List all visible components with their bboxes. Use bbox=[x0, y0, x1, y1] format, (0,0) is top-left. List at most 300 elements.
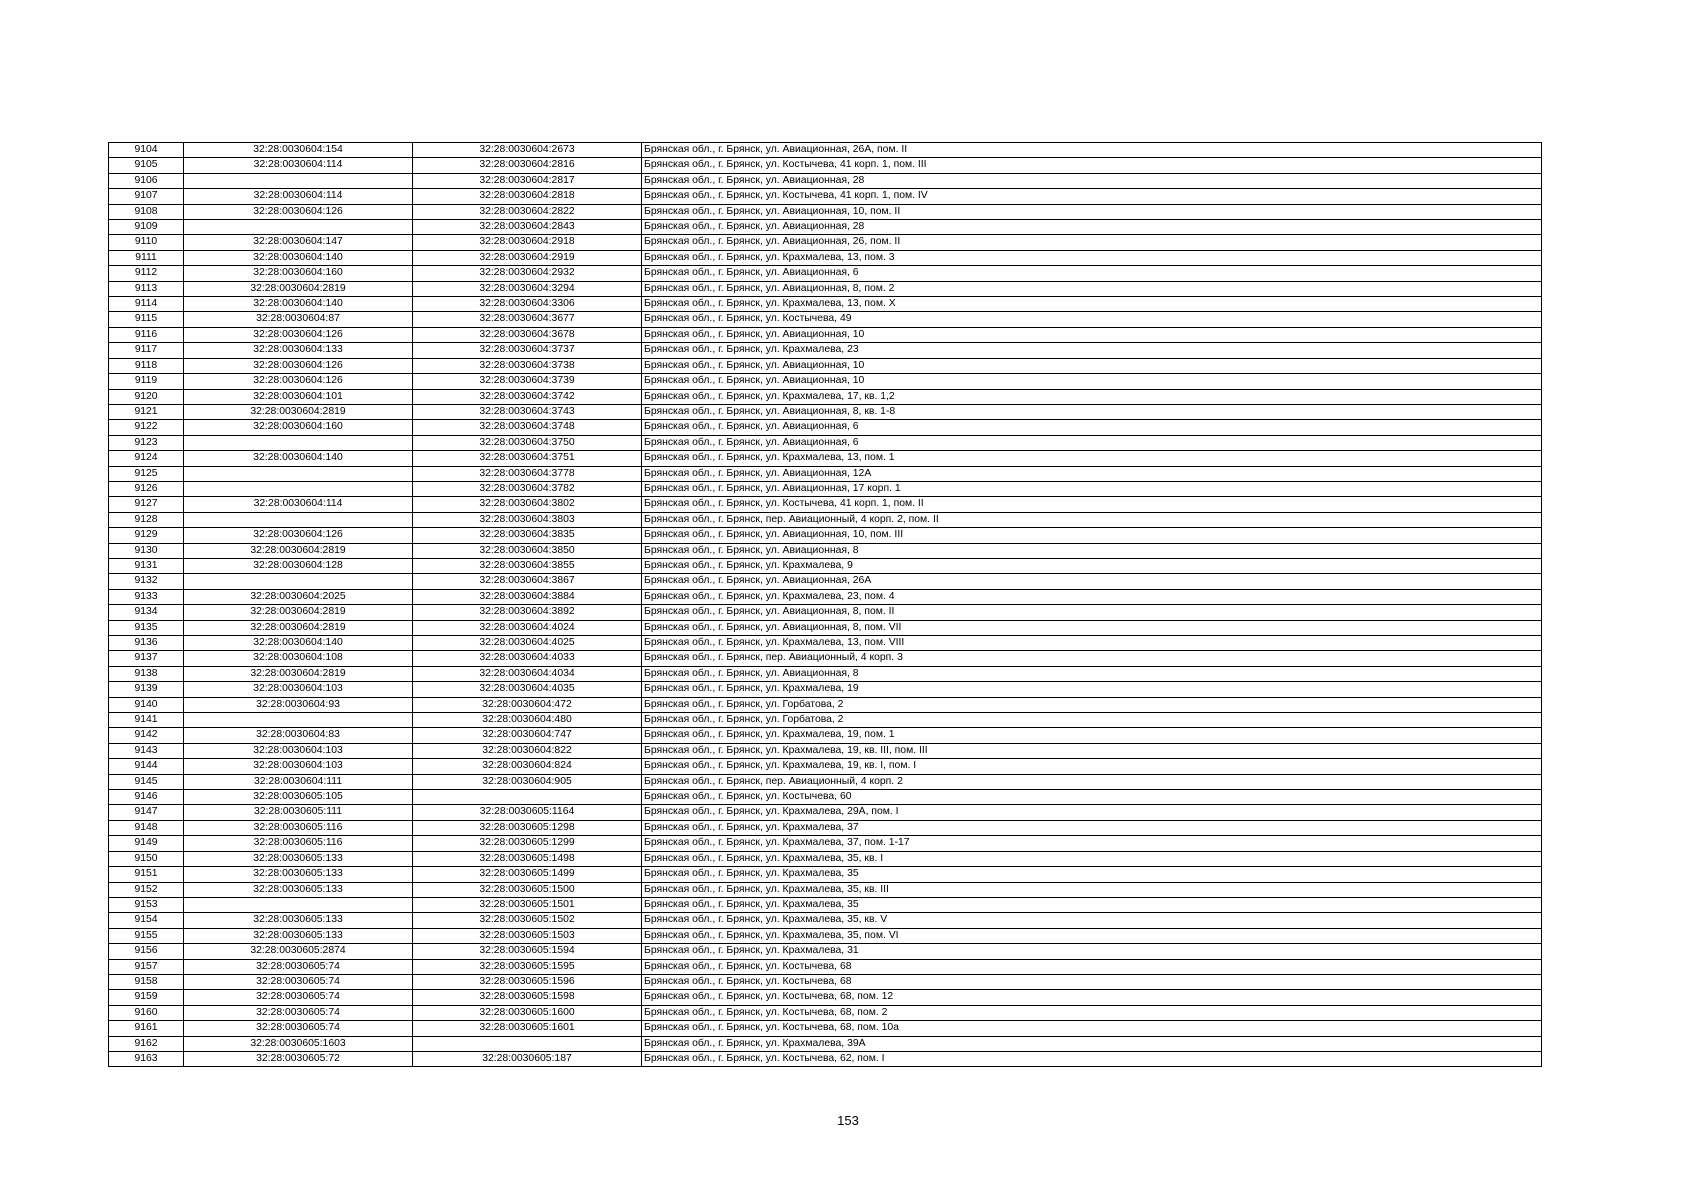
parent-cadastral-number-cell: 32:28:0030604:154 bbox=[184, 143, 413, 158]
row-number-cell: 9126 bbox=[109, 481, 184, 496]
address-cell: Брянская обл., г. Брянск, ул. Крахмалева, 19, пом. 1 bbox=[642, 728, 1542, 743]
address-cell: Брянская обл., г. Брянск, ул. Костычева, 41 корп. 1, пом. II bbox=[642, 497, 1542, 512]
parent-cadastral-number-cell: 32:28:0030604:126 bbox=[184, 327, 413, 342]
address-cell: Брянская обл., г. Брянск, ул. Авиационная, 6 bbox=[642, 435, 1542, 450]
cadastral-number-cell: 32:28:0030604:3742 bbox=[413, 389, 642, 404]
parent-cadastral-number-cell: 32:28:0030605:133 bbox=[184, 851, 413, 866]
row-number-cell: 9122 bbox=[109, 420, 184, 435]
row-number-cell: 9120 bbox=[109, 389, 184, 404]
cadastral-number-cell: 32:28:0030604:3884 bbox=[413, 589, 642, 604]
cadastral-number-cell: 32:28:0030604:3867 bbox=[413, 574, 642, 589]
row-number-cell: 9162 bbox=[109, 1036, 184, 1051]
row-number-cell: 9121 bbox=[109, 404, 184, 419]
row-number-cell: 9115 bbox=[109, 312, 184, 327]
address-cell: Брянская обл., г. Брянск, ул. Авиационная, 26А bbox=[642, 574, 1542, 589]
row-number-cell: 9124 bbox=[109, 451, 184, 466]
register-sheet bbox=[108, 142, 1542, 1067]
cadastral-number-cell: 32:28:0030604:2918 bbox=[413, 235, 642, 250]
address-cell: Брянская обл., г. Брянск, ул. Авиационная, 10 bbox=[642, 358, 1542, 373]
table-row bbox=[109, 143, 1542, 158]
table-row bbox=[109, 204, 1542, 219]
row-number-cell: 9157 bbox=[109, 959, 184, 974]
address-cell: Брянская обл., г. Брянск, ул. Крахмалева, 13, пом. 3 bbox=[642, 250, 1542, 265]
cadastral-number-cell: 32:28:0030604:2817 bbox=[413, 173, 642, 188]
table-row bbox=[109, 250, 1542, 265]
row-number-cell: 9142 bbox=[109, 728, 184, 743]
cadastral-number-cell: 32:28:0030605:1502 bbox=[413, 913, 642, 928]
cadastral-number-cell: 32:28:0030605:1164 bbox=[413, 805, 642, 820]
address-cell: Брянская обл., г. Брянск, ул. Крахмалева, 39А bbox=[642, 1036, 1542, 1051]
cadastral-number-cell: 32:28:0030604:3803 bbox=[413, 512, 642, 527]
parent-cadastral-number-cell bbox=[184, 713, 413, 728]
cadastral-number-cell: 32:28:0030605:1498 bbox=[413, 851, 642, 866]
address-cell: Брянская обл., г. Брянск, ул. Крахмалева, 37, пом. 1-17 bbox=[642, 836, 1542, 851]
row-number-cell: 9143 bbox=[109, 743, 184, 758]
table-row bbox=[109, 235, 1542, 250]
address-cell: Брянская обл., г. Брянск, ул. Крахмалева, 35, пом. VI bbox=[642, 928, 1542, 943]
table-row bbox=[109, 374, 1542, 389]
address-cell: Брянская обл., г. Брянск, ул. Горбатова, 2 bbox=[642, 697, 1542, 712]
parent-cadastral-number-cell: 32:28:0030604:114 bbox=[184, 158, 413, 173]
cadastral-number-cell: 32:28:0030604:3678 bbox=[413, 327, 642, 342]
address-cell: Брянская обл., г. Брянск, ул. Авиационная, 28 bbox=[642, 173, 1542, 188]
row-number-cell: 9138 bbox=[109, 666, 184, 681]
parent-cadastral-number-cell: 32:28:0030604:2819 bbox=[184, 666, 413, 681]
parent-cadastral-number-cell: 32:28:0030604:133 bbox=[184, 343, 413, 358]
parent-cadastral-number-cell: 32:28:0030604:147 bbox=[184, 235, 413, 250]
table-row bbox=[109, 451, 1542, 466]
parent-cadastral-number-cell: 32:28:0030604:2819 bbox=[184, 281, 413, 296]
address-cell: Брянская обл., г. Брянск, ул. Крахмалева, 9 bbox=[642, 558, 1542, 573]
parent-cadastral-number-cell: 32:28:0030605:2874 bbox=[184, 944, 413, 959]
parent-cadastral-number-cell: 32:28:0030604:140 bbox=[184, 297, 413, 312]
parent-cadastral-number-cell: 32:28:0030604:2819 bbox=[184, 620, 413, 635]
table-row bbox=[109, 589, 1542, 604]
address-cell: Брянская обл., г. Брянск, ул. Крахмалева, 35 bbox=[642, 867, 1542, 882]
row-number-cell: 9130 bbox=[109, 543, 184, 558]
cadastral-number-cell: 32:28:0030604:4025 bbox=[413, 636, 642, 651]
parent-cadastral-number-cell: 32:28:0030604:103 bbox=[184, 682, 413, 697]
table-row bbox=[109, 266, 1542, 281]
table-row bbox=[109, 805, 1542, 820]
address-cell: Брянская обл., г. Брянск, ул. Авиационная, 8, пом. 2 bbox=[642, 281, 1542, 296]
address-cell: Брянская обл., г. Брянск, ул. Крахмалева, 13, пом. VIII bbox=[642, 636, 1542, 651]
row-number-cell: 9160 bbox=[109, 1005, 184, 1020]
row-number-cell: 9106 bbox=[109, 173, 184, 188]
row-number-cell: 9156 bbox=[109, 944, 184, 959]
parent-cadastral-number-cell: 32:28:0030604:140 bbox=[184, 250, 413, 265]
parent-cadastral-number-cell: 32:28:0030605:72 bbox=[184, 1051, 413, 1066]
row-number-cell: 9149 bbox=[109, 836, 184, 851]
cadastral-number-cell: 32:28:0030604:2822 bbox=[413, 204, 642, 219]
parent-cadastral-number-cell: 32:28:0030604:108 bbox=[184, 651, 413, 666]
parent-cadastral-number-cell bbox=[184, 897, 413, 912]
row-number-cell: 9128 bbox=[109, 512, 184, 527]
row-number-cell: 9154 bbox=[109, 913, 184, 928]
parent-cadastral-number-cell: 32:28:0030605:74 bbox=[184, 959, 413, 974]
address-cell: Брянская обл., г. Брянск, ул. Костычева, 68, пом. 10а bbox=[642, 1021, 1542, 1036]
address-cell: Брянская обл., г. Брянск, ул. Крахмалева, 13, пом. 1 bbox=[642, 451, 1542, 466]
row-number-cell: 9146 bbox=[109, 790, 184, 805]
row-number-cell: 9161 bbox=[109, 1021, 184, 1036]
row-number-cell: 9108 bbox=[109, 204, 184, 219]
address-cell: Брянская обл., г. Брянск, ул. Авиационная, 10, пом. II bbox=[642, 204, 1542, 219]
row-number-cell: 9111 bbox=[109, 250, 184, 265]
row-number-cell: 9159 bbox=[109, 990, 184, 1005]
parent-cadastral-number-cell: 32:28:0030605:116 bbox=[184, 836, 413, 851]
parent-cadastral-number-cell bbox=[184, 574, 413, 589]
parent-cadastral-number-cell: 32:28:0030604:2819 bbox=[184, 605, 413, 620]
table-row bbox=[109, 851, 1542, 866]
table-row bbox=[109, 820, 1542, 835]
table-row bbox=[109, 173, 1542, 188]
table-row bbox=[109, 697, 1542, 712]
cadastral-number-cell: 32:28:0030604:3738 bbox=[413, 358, 642, 373]
address-cell: Брянская обл., г. Брянск, ул. Крахмалева, 29А, пом. I bbox=[642, 805, 1542, 820]
parent-cadastral-number-cell: 32:28:0030605:133 bbox=[184, 867, 413, 882]
parent-cadastral-number-cell bbox=[184, 173, 413, 188]
row-number-cell: 9148 bbox=[109, 820, 184, 835]
row-number-cell: 9155 bbox=[109, 928, 184, 943]
table-row bbox=[109, 420, 1542, 435]
cadastral-number-cell: 32:28:0030604:2673 bbox=[413, 143, 642, 158]
cadastral-number-cell: 32:28:0030604:3737 bbox=[413, 343, 642, 358]
address-cell: Брянская обл., г. Брянск, ул. Крахмалева, 35, кв. I bbox=[642, 851, 1542, 866]
cadastral-number-cell: 32:28:0030605:187 bbox=[413, 1051, 642, 1066]
address-cell: Брянская обл., г. Брянск, ул. Костычева, 41 корп. 1, пом. IV bbox=[642, 189, 1542, 204]
cadastral-number-cell: 32:28:0030605:1503 bbox=[413, 928, 642, 943]
parent-cadastral-number-cell: 32:28:0030604:83 bbox=[184, 728, 413, 743]
cadastral-number-cell: 32:28:0030605:1298 bbox=[413, 820, 642, 835]
table-row bbox=[109, 974, 1542, 989]
address-cell: Брянская обл., г. Брянск, пер. Авиационный, 4 корп. 2 bbox=[642, 774, 1542, 789]
table-row bbox=[109, 158, 1542, 173]
parent-cadastral-number-cell: 32:28:0030604:87 bbox=[184, 312, 413, 327]
row-number-cell: 9133 bbox=[109, 589, 184, 604]
address-cell: Брянская обл., г. Брянск, ул. Крахмалева, 35 bbox=[642, 897, 1542, 912]
parent-cadastral-number-cell: 32:28:0030605:105 bbox=[184, 790, 413, 805]
page-number: 153 bbox=[837, 1113, 859, 1128]
row-number-cell: 9134 bbox=[109, 605, 184, 620]
address-cell: Брянская обл., г. Брянск, ул. Крахмалева, 17, кв. 1,2 bbox=[642, 389, 1542, 404]
table-row bbox=[109, 790, 1542, 805]
row-number-cell: 9150 bbox=[109, 851, 184, 866]
cadastral-number-cell: 32:28:0030605:1601 bbox=[413, 1021, 642, 1036]
cadastral-number-cell: 32:28:0030604:747 bbox=[413, 728, 642, 743]
cadastral-number-cell: 32:28:0030604:2919 bbox=[413, 250, 642, 265]
row-number-cell: 9127 bbox=[109, 497, 184, 512]
row-number-cell: 9109 bbox=[109, 220, 184, 235]
address-cell: Брянская обл., г. Брянск, ул. Авиационная, 8 bbox=[642, 666, 1542, 681]
address-cell: Брянская обл., г. Брянск, ул. Костычева, 62, пом. I bbox=[642, 1051, 1542, 1066]
cadastral-number-cell: 32:28:0030604:824 bbox=[413, 759, 642, 774]
table-row bbox=[109, 558, 1542, 573]
cadastral-number-cell: 32:28:0030605:1600 bbox=[413, 1005, 642, 1020]
cadastral-number-cell: 32:28:0030604:3739 bbox=[413, 374, 642, 389]
cadastral-number-cell: 32:28:0030604:3850 bbox=[413, 543, 642, 558]
cadastral-register-table bbox=[108, 142, 1542, 1067]
table-row bbox=[109, 682, 1542, 697]
parent-cadastral-number-cell: 32:28:0030604:103 bbox=[184, 759, 413, 774]
row-number-cell: 9113 bbox=[109, 281, 184, 296]
table-row bbox=[109, 574, 1542, 589]
table-row bbox=[109, 497, 1542, 512]
row-number-cell: 9119 bbox=[109, 374, 184, 389]
row-number-cell: 9123 bbox=[109, 435, 184, 450]
cadastral-number-cell: 32:28:0030605:1598 bbox=[413, 990, 642, 1005]
cadastral-number-cell: 32:28:0030604:3835 bbox=[413, 528, 642, 543]
address-cell: Брянская обл., г. Брянск, ул. Крахмалева, 19, кв. III, пом. III bbox=[642, 743, 1542, 758]
parent-cadastral-number-cell: 32:28:0030604:93 bbox=[184, 697, 413, 712]
parent-cadastral-number-cell: 32:28:0030604:2025 bbox=[184, 589, 413, 604]
parent-cadastral-number-cell bbox=[184, 435, 413, 450]
table-row bbox=[109, 928, 1542, 943]
cadastral-number-cell bbox=[413, 1036, 642, 1051]
address-cell: Брянская обл., г. Брянск, ул. Костычева, 60 bbox=[642, 790, 1542, 805]
cadastral-number-cell: 32:28:0030604:472 bbox=[413, 697, 642, 712]
address-cell: Брянская обл., г. Брянск, пер. Авиационный, 4 корп. 2, пом. II bbox=[642, 512, 1542, 527]
parent-cadastral-number-cell: 32:28:0030604:2819 bbox=[184, 543, 413, 558]
address-cell: Брянская обл., г. Брянск, ул. Крахмалева, 19, кв. I, пом. I bbox=[642, 759, 1542, 774]
parent-cadastral-number-cell: 32:28:0030605:133 bbox=[184, 913, 413, 928]
address-cell: Брянская обл., г. Брянск, ул. Крахмалева, 35, кв. III bbox=[642, 882, 1542, 897]
address-cell: Брянская обл., г. Брянск, ул. Костычева, 68, пом. 12 bbox=[642, 990, 1542, 1005]
cadastral-number-cell: 32:28:0030604:3778 bbox=[413, 466, 642, 481]
cadastral-number-cell: 32:28:0030604:3782 bbox=[413, 481, 642, 496]
table-body bbox=[109, 143, 1542, 1067]
row-number-cell: 9131 bbox=[109, 558, 184, 573]
address-cell: Брянская обл., г. Брянск, ул. Крахмалева, 19 bbox=[642, 682, 1542, 697]
parent-cadastral-number-cell bbox=[184, 512, 413, 527]
cadastral-number-cell: 32:28:0030605:1500 bbox=[413, 882, 642, 897]
parent-cadastral-number-cell: 32:28:0030605:133 bbox=[184, 882, 413, 897]
table-row bbox=[109, 281, 1542, 296]
parent-cadastral-number-cell: 32:28:0030605:116 bbox=[184, 820, 413, 835]
parent-cadastral-number-cell: 32:28:0030604:114 bbox=[184, 497, 413, 512]
row-number-cell: 9141 bbox=[109, 713, 184, 728]
parent-cadastral-number-cell: 32:28:0030604:126 bbox=[184, 204, 413, 219]
address-cell: Брянская обл., г. Брянск, ул. Авиационная, 26, пом. II bbox=[642, 235, 1542, 250]
address-cell: Брянская обл., г. Брянск, ул. Авиационная, 28 bbox=[642, 220, 1542, 235]
table-row bbox=[109, 512, 1542, 527]
parent-cadastral-number-cell bbox=[184, 481, 413, 496]
address-cell: Брянская обл., г. Брянск, ул. Костычева, 41 корп. 1, пом. III bbox=[642, 158, 1542, 173]
row-number-cell: 9139 bbox=[109, 682, 184, 697]
cadastral-number-cell: 32:28:0030604:2932 bbox=[413, 266, 642, 281]
parent-cadastral-number-cell: 32:28:0030605:1603 bbox=[184, 1036, 413, 1051]
cadastral-number-cell: 32:28:0030604:3306 bbox=[413, 297, 642, 312]
parent-cadastral-number-cell: 32:28:0030604:2819 bbox=[184, 404, 413, 419]
cadastral-number-cell: 32:28:0030605:1299 bbox=[413, 836, 642, 851]
address-cell: Брянская обл., г. Брянск, ул. Крахмалева, 13, пом. X bbox=[642, 297, 1542, 312]
table-row bbox=[109, 466, 1542, 481]
cadastral-number-cell: 32:28:0030604:3750 bbox=[413, 435, 642, 450]
table-row bbox=[109, 882, 1542, 897]
table-row bbox=[109, 743, 1542, 758]
table-row bbox=[109, 312, 1542, 327]
table-row bbox=[109, 1036, 1542, 1051]
cadastral-number-cell: 32:28:0030605:1501 bbox=[413, 897, 642, 912]
cadastral-number-cell: 32:28:0030604:905 bbox=[413, 774, 642, 789]
table-row bbox=[109, 358, 1542, 373]
address-cell: Брянская обл., г. Брянск, ул. Крахмалева, 35, кв. V bbox=[642, 913, 1542, 928]
parent-cadastral-number-cell: 32:28:0030605:74 bbox=[184, 990, 413, 1005]
address-cell: Брянская обл., г. Брянск, ул. Авиационная, 26А, пом. II bbox=[642, 143, 1542, 158]
table-row bbox=[109, 435, 1542, 450]
parent-cadastral-number-cell: 32:28:0030604:160 bbox=[184, 420, 413, 435]
table-row bbox=[109, 759, 1542, 774]
parent-cadastral-number-cell: 32:28:0030604:111 bbox=[184, 774, 413, 789]
parent-cadastral-number-cell: 32:28:0030604:101 bbox=[184, 389, 413, 404]
parent-cadastral-number-cell: 32:28:0030604:103 bbox=[184, 743, 413, 758]
cadastral-number-cell: 32:28:0030604:2843 bbox=[413, 220, 642, 235]
address-cell: Брянская обл., г. Брянск, ул. Авиационная, 8, пом. II bbox=[642, 605, 1542, 620]
address-cell: Брянская обл., г. Брянск, ул. Авиационная, 8 bbox=[642, 543, 1542, 558]
row-number-cell: 9117 bbox=[109, 343, 184, 358]
address-cell: Брянская обл., г. Брянск, ул. Авиационная, 6 bbox=[642, 420, 1542, 435]
address-cell: Брянская обл., г. Брянск, ул. Авиационная, 8, пом. VII bbox=[642, 620, 1542, 635]
row-number-cell: 9153 bbox=[109, 897, 184, 912]
parent-cadastral-number-cell bbox=[184, 466, 413, 481]
parent-cadastral-number-cell: 32:28:0030605:74 bbox=[184, 1005, 413, 1020]
table-row bbox=[109, 651, 1542, 666]
cadastral-number-cell: 32:28:0030604:822 bbox=[413, 743, 642, 758]
address-cell: Брянская обл., г. Брянск, ул. Крахмалева, 37 bbox=[642, 820, 1542, 835]
address-cell: Брянская обл., г. Брянск, ул. Горбатова, 2 bbox=[642, 713, 1542, 728]
parent-cadastral-number-cell: 32:28:0030604:160 bbox=[184, 266, 413, 281]
table-row bbox=[109, 189, 1542, 204]
table-row bbox=[109, 1051, 1542, 1066]
table-row bbox=[109, 297, 1542, 312]
cadastral-number-cell: 32:28:0030604:3294 bbox=[413, 281, 642, 296]
parent-cadastral-number-cell: 32:28:0030604:140 bbox=[184, 636, 413, 651]
address-cell: Брянская обл., г. Брянск, ул. Авиационная, 10 bbox=[642, 374, 1542, 389]
table-row bbox=[109, 404, 1542, 419]
table-row bbox=[109, 481, 1542, 496]
address-cell: Брянская обл., г. Брянск, ул. Крахмалева, 31 bbox=[642, 944, 1542, 959]
address-cell: Брянская обл., г. Брянск, ул. Авиационная, 12А bbox=[642, 466, 1542, 481]
row-number-cell: 9147 bbox=[109, 805, 184, 820]
table-row bbox=[109, 713, 1542, 728]
cadastral-number-cell: 32:28:0030604:3855 bbox=[413, 558, 642, 573]
address-cell: Брянская обл., г. Брянск, ул. Костычева, 49 bbox=[642, 312, 1542, 327]
parent-cadastral-number-cell: 32:28:0030605:111 bbox=[184, 805, 413, 820]
row-number-cell: 9112 bbox=[109, 266, 184, 281]
parent-cadastral-number-cell bbox=[184, 220, 413, 235]
table-row bbox=[109, 220, 1542, 235]
cadastral-number-cell: 32:28:0030604:2818 bbox=[413, 189, 642, 204]
row-number-cell: 9129 bbox=[109, 528, 184, 543]
cadastral-number-cell: 32:28:0030604:3751 bbox=[413, 451, 642, 466]
address-cell: Брянская обл., г. Брянск, ул. Авиационная, 17 корп. 1 bbox=[642, 481, 1542, 496]
cadastral-number-cell: 32:28:0030604:3802 bbox=[413, 497, 642, 512]
row-number-cell: 9132 bbox=[109, 574, 184, 589]
table-row bbox=[109, 944, 1542, 959]
table-row bbox=[109, 728, 1542, 743]
address-cell: Брянская обл., г. Брянск, пер. Авиационный, 4 корп. 3 bbox=[642, 651, 1542, 666]
row-number-cell: 9107 bbox=[109, 189, 184, 204]
row-number-cell: 9137 bbox=[109, 651, 184, 666]
address-cell: Брянская обл., г. Брянск, ул. Костычева, 68, пом. 2 bbox=[642, 1005, 1542, 1020]
table-row bbox=[109, 1021, 1542, 1036]
parent-cadastral-number-cell: 32:28:0030605:74 bbox=[184, 974, 413, 989]
address-cell: Брянская обл., г. Брянск, ул. Авиационная, 10, пом. III bbox=[642, 528, 1542, 543]
table-row bbox=[109, 389, 1542, 404]
table-row bbox=[109, 867, 1542, 882]
parent-cadastral-number-cell: 32:28:0030605:133 bbox=[184, 928, 413, 943]
row-number-cell: 9145 bbox=[109, 774, 184, 789]
table-row bbox=[109, 836, 1542, 851]
cadastral-number-cell: 32:28:0030605:1594 bbox=[413, 944, 642, 959]
cadastral-number-cell: 32:28:0030604:480 bbox=[413, 713, 642, 728]
address-cell: Брянская обл., г. Брянск, ул. Костычева, 68 bbox=[642, 959, 1542, 974]
table-row bbox=[109, 1005, 1542, 1020]
cadastral-number-cell: 32:28:0030604:2816 bbox=[413, 158, 642, 173]
row-number-cell: 9140 bbox=[109, 697, 184, 712]
table-row bbox=[109, 959, 1542, 974]
row-number-cell: 9125 bbox=[109, 466, 184, 481]
row-number-cell: 9110 bbox=[109, 235, 184, 250]
row-number-cell: 9152 bbox=[109, 882, 184, 897]
parent-cadastral-number-cell: 32:28:0030604:140 bbox=[184, 451, 413, 466]
table-row bbox=[109, 913, 1542, 928]
address-cell: Брянская обл., г. Брянск, ул. Крахмалева, 23, пом. 4 bbox=[642, 589, 1542, 604]
row-number-cell: 9104 bbox=[109, 143, 184, 158]
row-number-cell: 9105 bbox=[109, 158, 184, 173]
address-cell: Брянская обл., г. Брянск, ул. Костычева, 68 bbox=[642, 974, 1542, 989]
parent-cadastral-number-cell: 32:28:0030604:126 bbox=[184, 358, 413, 373]
table-row bbox=[109, 343, 1542, 358]
table-row bbox=[109, 990, 1542, 1005]
cadastral-number-cell: 32:28:0030605:1596 bbox=[413, 974, 642, 989]
cadastral-number-cell: 32:28:0030604:3677 bbox=[413, 312, 642, 327]
parent-cadastral-number-cell: 32:28:0030604:114 bbox=[184, 189, 413, 204]
cadastral-number-cell: 32:28:0030605:1499 bbox=[413, 867, 642, 882]
table-row bbox=[109, 666, 1542, 681]
parent-cadastral-number-cell: 32:28:0030605:74 bbox=[184, 1021, 413, 1036]
parent-cadastral-number-cell: 32:28:0030604:126 bbox=[184, 374, 413, 389]
row-number-cell: 9114 bbox=[109, 297, 184, 312]
cadastral-number-cell: 32:28:0030605:1595 bbox=[413, 959, 642, 974]
address-cell: Брянская обл., г. Брянск, ул. Авиационная, 8, кв. 1-8 bbox=[642, 404, 1542, 419]
cadastral-number-cell: 32:28:0030604:4035 bbox=[413, 682, 642, 697]
parent-cadastral-number-cell: 32:28:0030604:126 bbox=[184, 528, 413, 543]
row-number-cell: 9116 bbox=[109, 327, 184, 342]
row-number-cell: 9135 bbox=[109, 620, 184, 635]
table-row bbox=[109, 327, 1542, 342]
cadastral-number-cell: 32:28:0030604:4034 bbox=[413, 666, 642, 681]
cadastral-number-cell: 32:28:0030604:3892 bbox=[413, 605, 642, 620]
cadastral-number-cell: 32:28:0030604:3743 bbox=[413, 404, 642, 419]
row-number-cell: 9158 bbox=[109, 974, 184, 989]
table-row bbox=[109, 774, 1542, 789]
cadastral-number-cell: 32:28:0030604:4033 bbox=[413, 651, 642, 666]
cadastral-number-cell: 32:28:0030604:4024 bbox=[413, 620, 642, 635]
table-row bbox=[109, 636, 1542, 651]
cadastral-number-cell: 32:28:0030604:3748 bbox=[413, 420, 642, 435]
cadastral-number-cell bbox=[413, 790, 642, 805]
parent-cadastral-number-cell: 32:28:0030604:128 bbox=[184, 558, 413, 573]
table-row bbox=[109, 528, 1542, 543]
row-number-cell: 9163 bbox=[109, 1051, 184, 1066]
address-cell: Брянская обл., г. Брянск, ул. Крахмалева, 23 bbox=[642, 343, 1542, 358]
address-cell: Брянская обл., г. Брянск, ул. Авиационная, 10 bbox=[642, 327, 1542, 342]
table-row bbox=[109, 543, 1542, 558]
table-row bbox=[109, 620, 1542, 635]
row-number-cell: 9118 bbox=[109, 358, 184, 373]
table-row bbox=[109, 897, 1542, 912]
table-row bbox=[109, 605, 1542, 620]
